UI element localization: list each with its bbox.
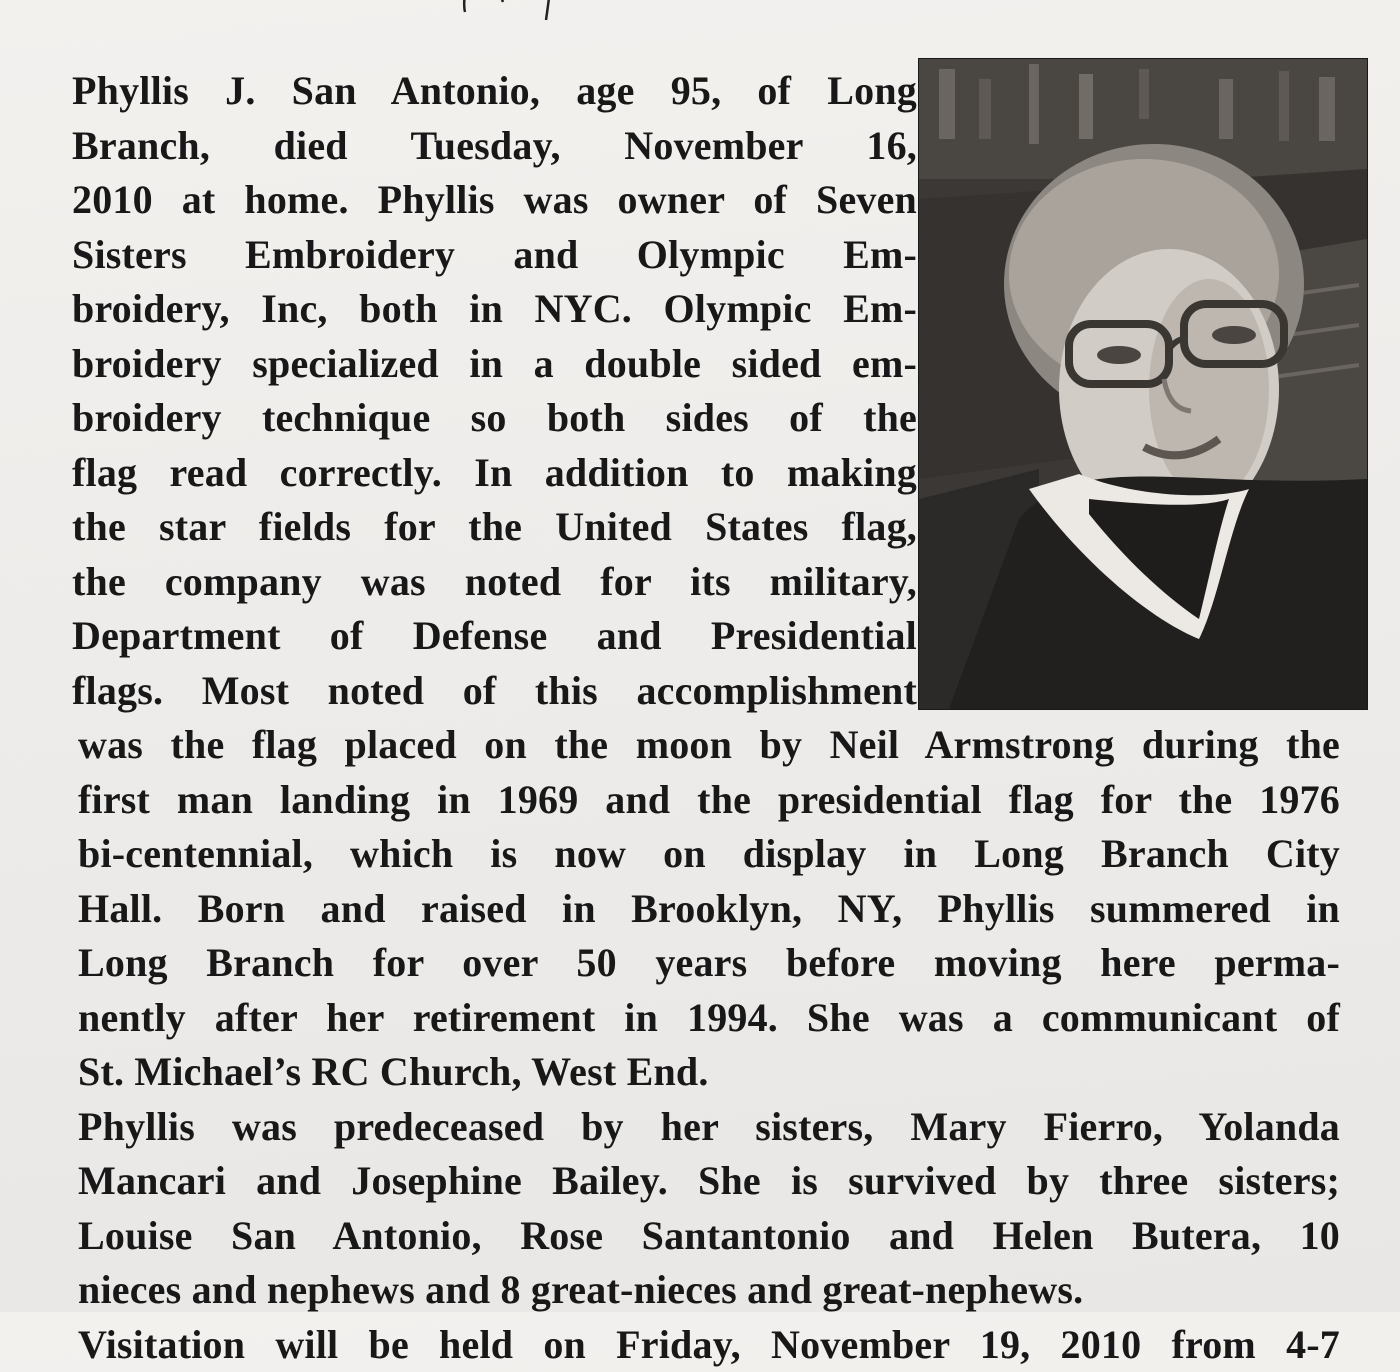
text-line: Department of Defense and Presidential [72, 609, 917, 664]
text-line: broidery technique so both sides of the [72, 391, 917, 446]
text-line: Hall. Born and raised in Brooklyn, NY, Phyllis summered in [78, 882, 1340, 937]
text-line: Phyllis J. San Antonio, age 95, of Long [72, 64, 917, 119]
text-line: the star fields for the United States flag, [72, 500, 917, 555]
text-line: broidery, Inc, both in NYC. Olympic Em- [72, 282, 917, 337]
text-line: Mancari and Josephine Bailey. She is survived by three sisters; [78, 1154, 1340, 1209]
text-line: was the flag placed on the moon by Neil Armstrong during the [78, 718, 1340, 773]
text-line: bi-centennial, which is now on display in Long Branch City [78, 827, 1340, 882]
text-line: nieces and nephews and 8 great-nieces and great-nephews. [78, 1263, 1340, 1318]
portrait-photo [918, 58, 1368, 710]
text-line: Branch, died Tuesday, November 16, [72, 119, 917, 174]
text-line: first man landing in 1969 and the presidential flag for the 1976 [78, 773, 1340, 828]
text-line: St. Michael’s RC Church, West End. [78, 1045, 1340, 1100]
text-line: Visitation will be held on Friday, November 19, 2010 from 4-7 [78, 1318, 1340, 1372]
text-line: Phyllis was predeceased by her sisters, Mary Fierro, Yolanda [78, 1100, 1340, 1155]
obituary-text-full [78, 718, 1340, 1372]
text-line: Sisters Embroidery and Olympic Em- [72, 228, 917, 283]
text-line: 2010 at home. Phyllis was owner of Seven [72, 173, 917, 228]
handwritten-signature [200, 0, 760, 60]
text-line: Long Branch for over 50 years before moving here perma- [78, 936, 1340, 991]
text-line: flag read correctly. In addition to making [72, 446, 917, 501]
text-line: broidery specialized in a double sided em- [72, 337, 917, 392]
text-line: Louise San Antonio, Rose Santantonio and Helen Butera, 10 [78, 1209, 1340, 1264]
obituary-text-top [72, 64, 917, 718]
text-line: nently after her retirement in 1994. She was a communicant of [78, 991, 1340, 1046]
text-line: the company was noted for its military, [72, 555, 917, 610]
text-line: flags. Most noted of this accomplishment [72, 664, 917, 719]
